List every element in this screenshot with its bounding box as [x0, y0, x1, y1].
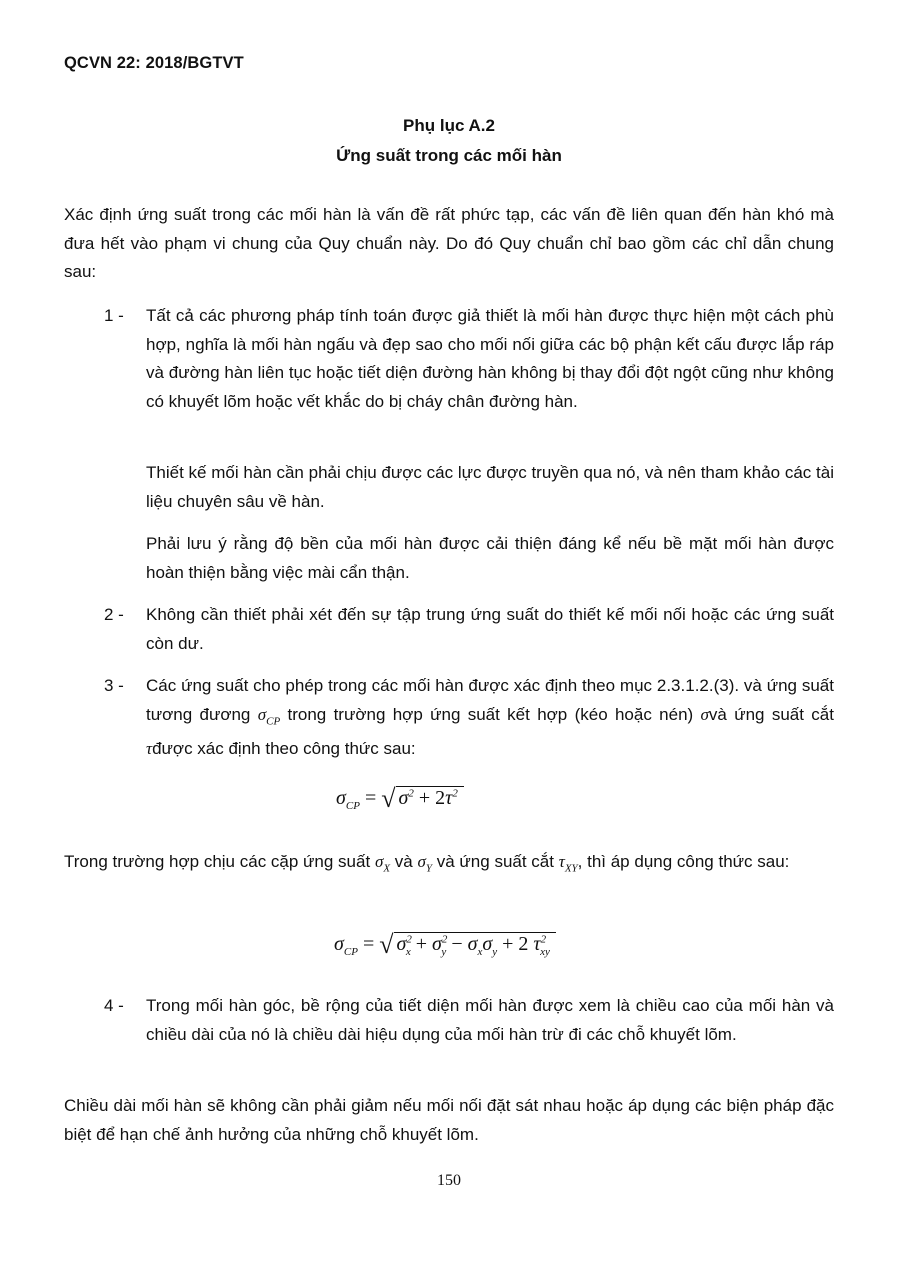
item-3-text-a: Các ứng suất cho phép trong các mối hàn được xác định theo mục 2.3.1.2.(3). và ứng suất tương đương	[146, 676, 834, 724]
item-1-paragraph-1: Tất cả các phương pháp tính toán được giả thiết là mối hàn được thực hiện một cách phù hợp, nghĩa là mối hàn ngấu và đẹp sao cho mối nối giữa các bộ phận kết cấu được lắp ráp và đường hàn liên tục hoặc tiết diện đường hàn không bị thay đổi đột ngột cũng như không có khuyết lõm hoặc vết khắc do bị cháy chân đường hàn.	[146, 306, 834, 411]
item-number-1: 1 -	[104, 306, 124, 325]
sigma-x-symbol: $\sigma_X$	[374, 852, 391, 875]
formula-combined-stress: $\sigma_{CP}$ = √ $\sigma^2_x + \sigma^2_y - \sigma_x\sigma_y + 2$ $\tau^2_{xy}$	[334, 930, 556, 960]
item-4-paragraph: Trong mối hàn góc, bề rộng của tiết diện mối hàn được xem là chiều cao của mối hàn và chiều dài của nó là chiều dài hiệu dụng của mối hàn trừ đi các chỗ khuyết lõm.	[146, 996, 834, 1044]
item-number-4: 4 -	[104, 996, 124, 1015]
item-1-paragraph-3: Phải lưu ý rằng độ bền của mối hàn được cải thiện đáng kể nếu bề mặt mối hàn được hoàn thiện bằng việc mài cẩn thận.	[146, 534, 834, 582]
radicand: $\sigma^2_x + \sigma^2_y - \sigma_x\sigma_y + 2$ $\tau^2_{xy}$	[394, 932, 556, 958]
item-1-paragraph-2: Thiết kế mối hàn cần phải chịu được các lực được truyền qua nó, và nên tham khảo các tài liệu chuyên sâu về hàn.	[146, 463, 834, 511]
appendix-title: Ứng suất trong các mối hàn	[336, 146, 562, 165]
item-3-text-d: được xác định theo công thức sau:	[152, 739, 416, 759]
sigma-y-symbol: $\sigma_Y$	[417, 852, 433, 875]
intro-paragraph: Xác định ứng suất trong các mối hàn là vấn đề rất phức tạp, các vấn đề liên quan đến hàn khó mà đưa hết vào phạm vi chung của Quy chuẩn này. Do đó Quy chuẩn chỉ bao gồm các chỉ dẫn chung sau:	[64, 205, 834, 281]
item-number-2: 2 -	[104, 605, 124, 624]
tau-xy-symbol: $\tau_{XY}$	[558, 852, 578, 875]
radicand: $\sigma^2 + 2\tau^2$	[396, 786, 464, 810]
sigma-cp-symbol: $\sigma_{CP}$	[257, 704, 281, 727]
appendix-label: Phụ lục A.2	[403, 116, 495, 135]
page-number: 150	[437, 1172, 461, 1189]
combined-stress-paragraph: Trong trường hợp chịu các cặp ứng suất $\sigma_X$ và $\sigma_Y$ và ứng suất cắt $\tau_{XY}$, thì áp dụng công thức sau:	[64, 852, 790, 875]
document-code-header: QCVN 22: 2018/BGTVT	[64, 54, 244, 72]
item-2-paragraph: Không cần thiết phải xét đến sự tập trung ứng suất do thiết kế mối nối hoặc các ứng suất còn dư.	[146, 605, 834, 653]
tau-symbol: τ	[146, 739, 153, 759]
item-3-text-b: trong trường hợp ứng suất kết hợp (kéo hoặc nén)	[287, 704, 694, 724]
closing-paragraph: Chiều dài mối hàn sẽ không cần phải giảm nếu mối nối đặt sát nhau hoặc áp dụng các biện pháp đặc biệt để hạn chế ảnh hưởng của những chỗ khuyết lõm.	[64, 1096, 834, 1144]
square-root-icon: √	[381, 784, 396, 813]
item-3-paragraph	[146, 672, 834, 764]
item-3-text-c: và ứng suất cắt	[708, 704, 834, 724]
formula-equivalent-stress: $\sigma_{CP}$ = √ $\sigma^2 + 2\tau^2$	[336, 784, 464, 814]
item-number-3: 3 -	[104, 676, 124, 695]
square-root-icon: √	[379, 930, 394, 959]
sigma-symbol: σ	[700, 704, 709, 724]
